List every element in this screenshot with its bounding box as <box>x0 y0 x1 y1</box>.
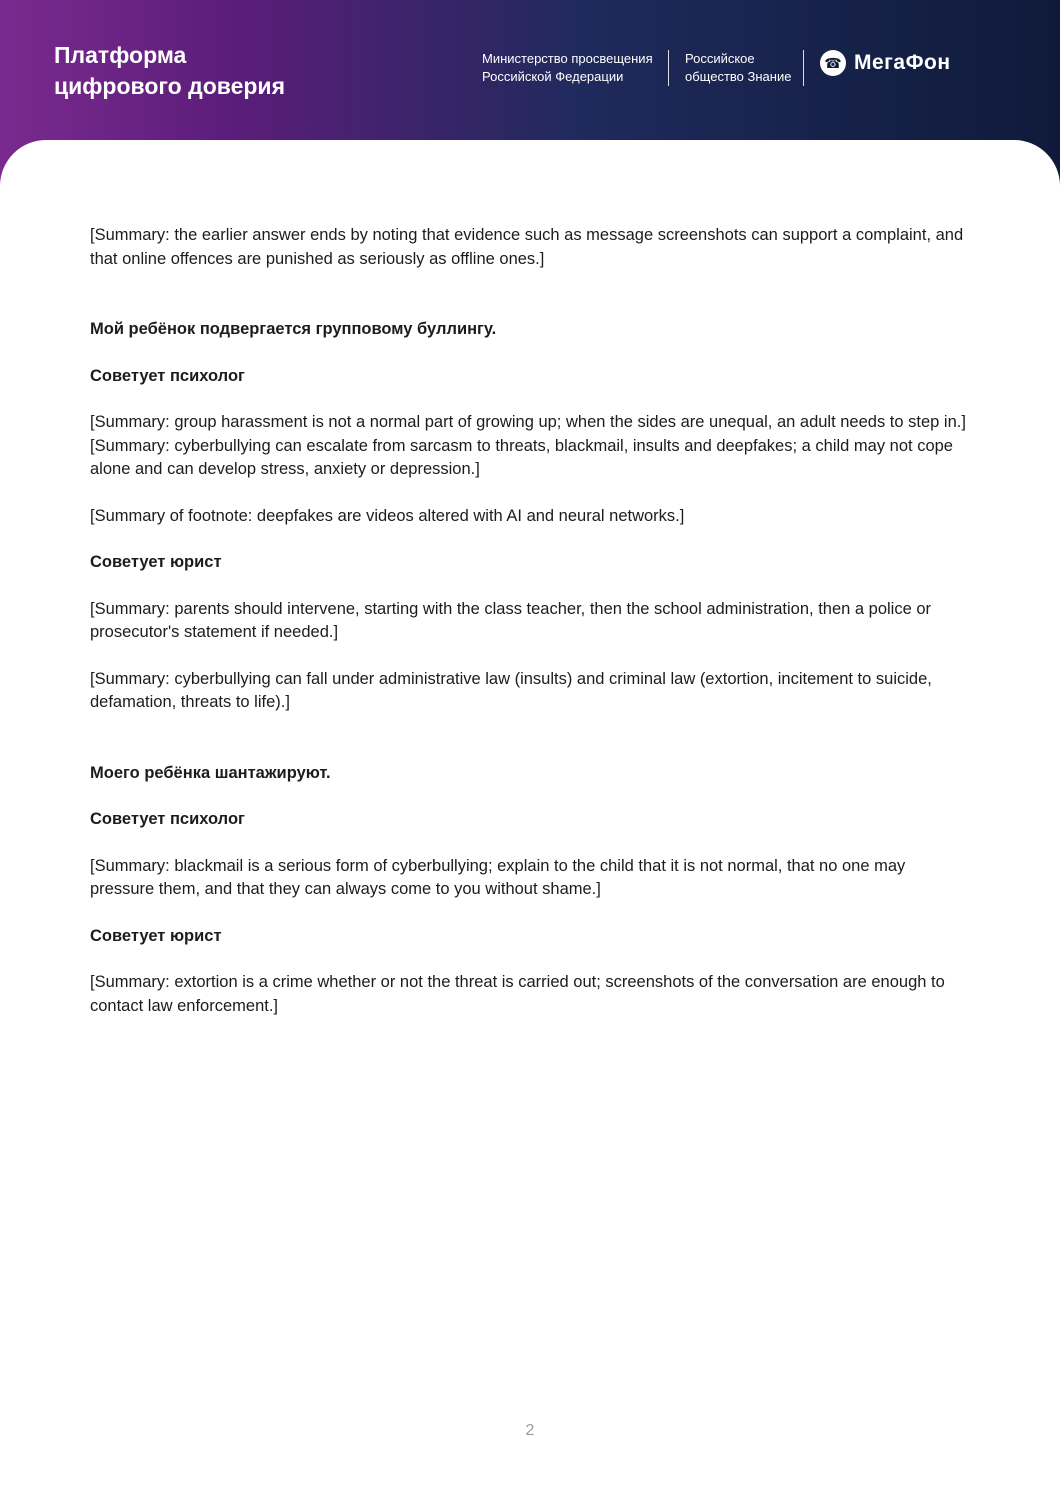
megafon-logo-text: МегаФон <box>854 51 951 74</box>
q1-psychologist-paragraph-1: [Summary: group harassment is not a normal part of growing up; when the sides are unequal, an adult needs to step in.] <box>90 413 966 431</box>
brand-line-1: Платформа <box>54 42 187 68</box>
megafon-logo-icon: ☎ <box>820 50 846 76</box>
partner-divider-1 <box>668 50 669 86</box>
intro-paragraph: [Summary: the earlier answer ends by noting that evidence such as message screenshots can support a complaint, and that online offences are punished as seriously as offline ones.] <box>90 226 964 268</box>
q1-footnote: [Summary of footnote: deepfakes are videos altered with AI and neural networks.] <box>90 506 685 525</box>
q1-lawyer-paragraph-1: [Summary: parents should intervene, starting with the class teacher, then the school administration, then a police or prosecutor's statement if needed.] <box>90 599 932 641</box>
q1-lawyer-paragraph-2: [Summary: cyberbullying can fall under administrative law (insults) and criminal law (extortion, incitement to suicide, defamation, threats to life).] <box>90 669 932 711</box>
platform-brand <box>54 40 285 102</box>
q1-psychologist-heading: Советует психолог <box>90 366 245 385</box>
partner-ministry-line-2: Российской Федерации <box>482 69 624 84</box>
q1-lawyer-heading: Советует юрист <box>90 553 222 571</box>
brand-line-2: цифрового доверия <box>54 73 285 99</box>
partner-znanie-line-1: Российское <box>685 51 755 66</box>
q2-psychologist-paragraph: [Summary: blackmail is a serious form of cyberbullying; explain to the child that it is not normal, that no one may pressure them, and that they can always come to you without shame.] <box>90 856 906 898</box>
q1-psychologist-paragraph-2: [Summary: cyberbullying can escalate from sarcasm to threats, blackmail, insults and deepfakes; a child may not cope alone and can develop stress, anxiety or depression.] <box>90 436 953 478</box>
partners-block <box>482 50 951 86</box>
question-1-title: Мой ребёнок подвергается групповому буллингу. <box>90 320 497 338</box>
q2-lawyer-paragraph: [Summary: extortion is a crime whether or not the threat is carried out; screenshots of the conversation are enough to contact law enforcement.] <box>90 973 945 1015</box>
partner-ministry <box>482 50 668 86</box>
partner-ministry-line-1: Министерство просвещения <box>482 51 653 66</box>
page-number: 2 <box>525 1422 535 1439</box>
q2-lawyer-heading: Советует юрист <box>90 926 222 945</box>
q2-psychologist-heading: Советует психолог <box>90 810 245 828</box>
partner-znanie-line-2: общество Знание <box>685 69 792 84</box>
partner-divider-2 <box>803 50 804 86</box>
article-body <box>90 224 970 1018</box>
question-2-title: Моего ребёнка шантажируют. <box>90 763 331 782</box>
partner-znanie <box>685 50 803 86</box>
megafon-logo <box>820 50 951 76</box>
